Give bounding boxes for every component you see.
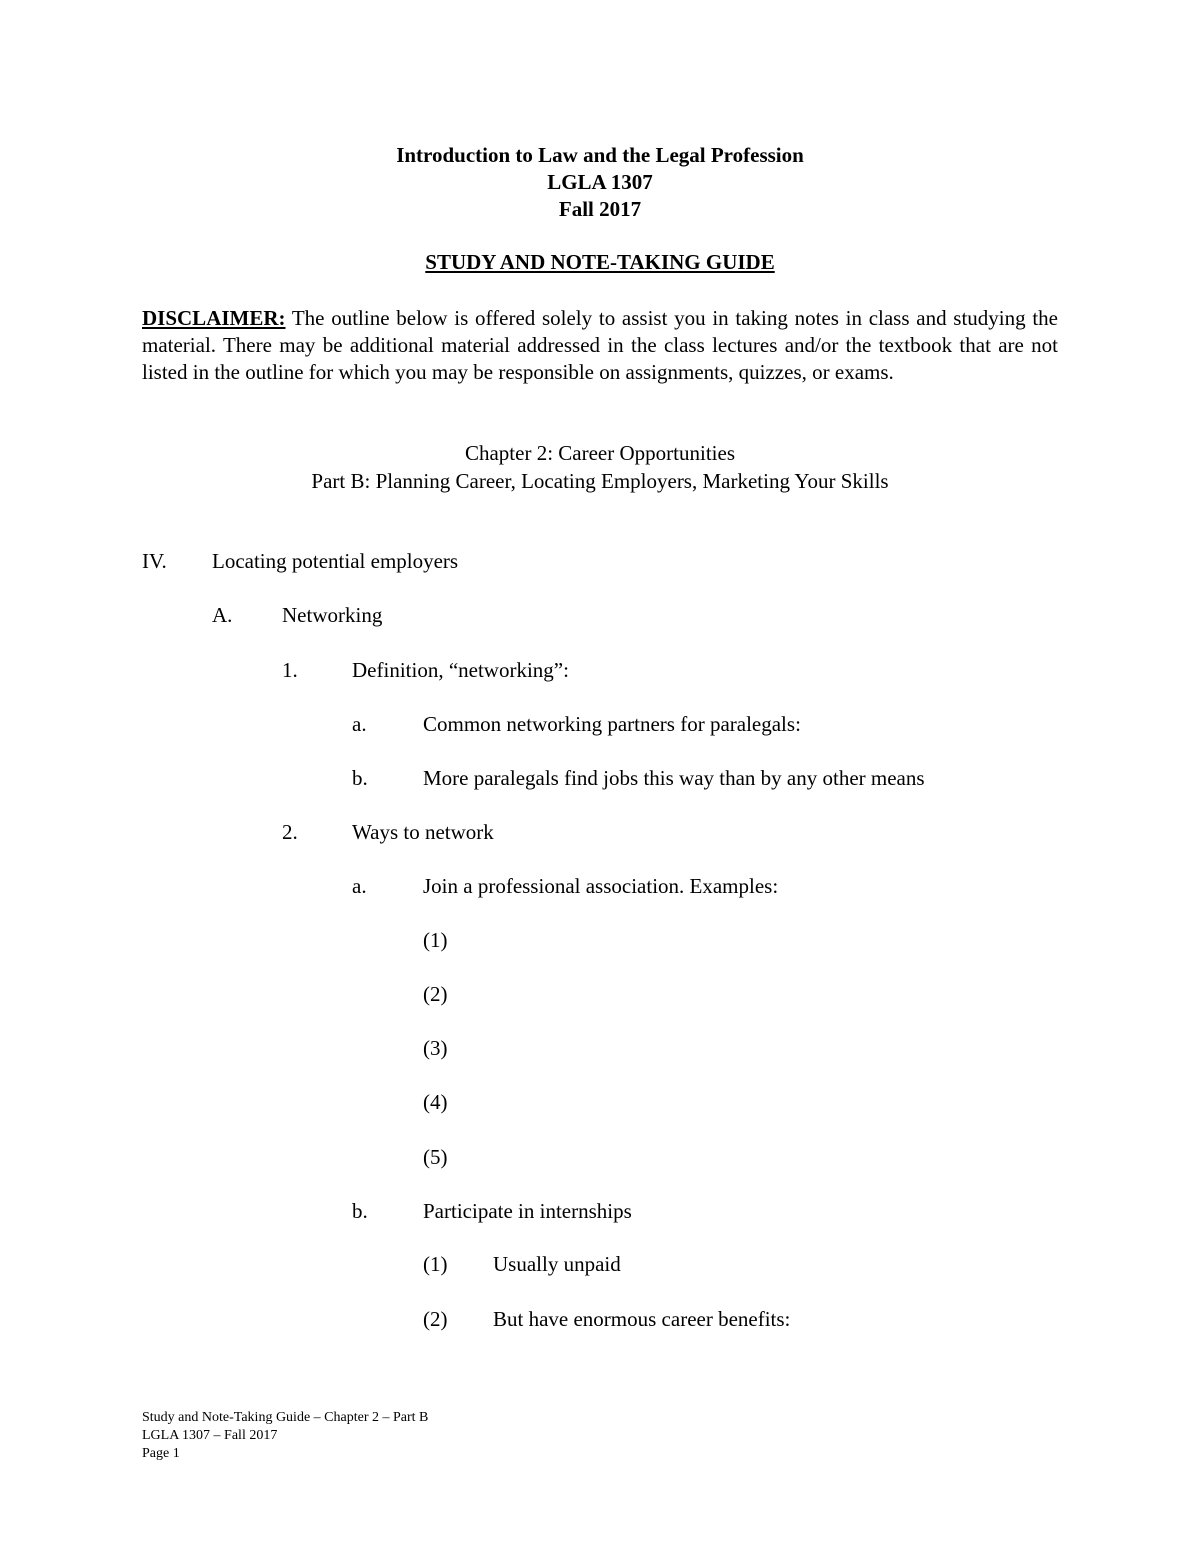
- footer-guide-title: Study and Note-Taking Guide – Chapter 2 – Part B: [142, 1410, 429, 1425]
- chapter-heading: [0, 439, 1200, 495]
- outline-marker: A.: [212, 603, 233, 627]
- disclaimer-label: DISCLAIMER:: [142, 306, 286, 330]
- outline-text: Definition, “networking”:: [352, 658, 569, 682]
- disclaimer-paragraph: [142, 305, 1058, 386]
- footer-course: LGLA 1307 – Fall 2017: [142, 1428, 278, 1443]
- outline-marker: a.: [352, 712, 367, 736]
- outline-text: But have enormous career benefits:: [493, 1307, 791, 1331]
- outline-marker: 2.: [282, 820, 298, 844]
- page-footer: [142, 1409, 428, 1463]
- outline-marker: IV.: [142, 549, 167, 573]
- outline-text: More paralegals find jobs this way than by any other means: [423, 766, 925, 790]
- outline-marker: (2): [423, 1307, 448, 1331]
- outline-text: Common networking partners for paralegals:: [423, 712, 801, 736]
- course-term: Fall 2017: [558, 197, 642, 221]
- outline-marker: a.: [352, 874, 367, 898]
- outline-marker: (5): [423, 1145, 448, 1169]
- outline-text: Join a professional association. Examples:: [423, 874, 779, 898]
- outline-text: Participate in internships: [423, 1199, 632, 1223]
- chapter-part: Part B: Planning Career, Locating Employers, Marketing Your Skills: [311, 469, 889, 493]
- document-header: [0, 142, 1200, 223]
- outline-text: Locating potential employers: [212, 549, 459, 573]
- outline-marker: (3): [423, 1036, 448, 1060]
- outline-marker: (4): [423, 1090, 448, 1114]
- disclaimer-text: The outline below is offered solely to assist you in taking notes in class and studying the material. There may be additional material addressed in the class lectures and/or the textbook that are not listed in the outline for which you may be responsible on assignments, quizzes, or exams.: [142, 306, 1058, 384]
- outline-text: Usually unpaid: [493, 1252, 621, 1276]
- guide-title: STUDY AND NOTE-TAKING GUIDE: [425, 250, 775, 274]
- footer-page-number: Page 1: [142, 1446, 180, 1461]
- document-title: Introduction to Law and the Legal Profession: [396, 143, 804, 167]
- outline-marker: (1): [423, 928, 448, 952]
- outline-marker: b.: [352, 1199, 368, 1223]
- chapter-title: Chapter 2: Career Opportunities: [464, 441, 735, 465]
- outline-marker: (1): [423, 1252, 448, 1276]
- outline-marker: b.: [352, 766, 368, 790]
- outline-marker: (2): [423, 982, 448, 1006]
- outline-text: Ways to network: [352, 820, 494, 844]
- outline-marker: 1.: [282, 658, 298, 682]
- course-code: LGLA 1307: [547, 170, 653, 194]
- outline-text: Networking: [282, 603, 383, 627]
